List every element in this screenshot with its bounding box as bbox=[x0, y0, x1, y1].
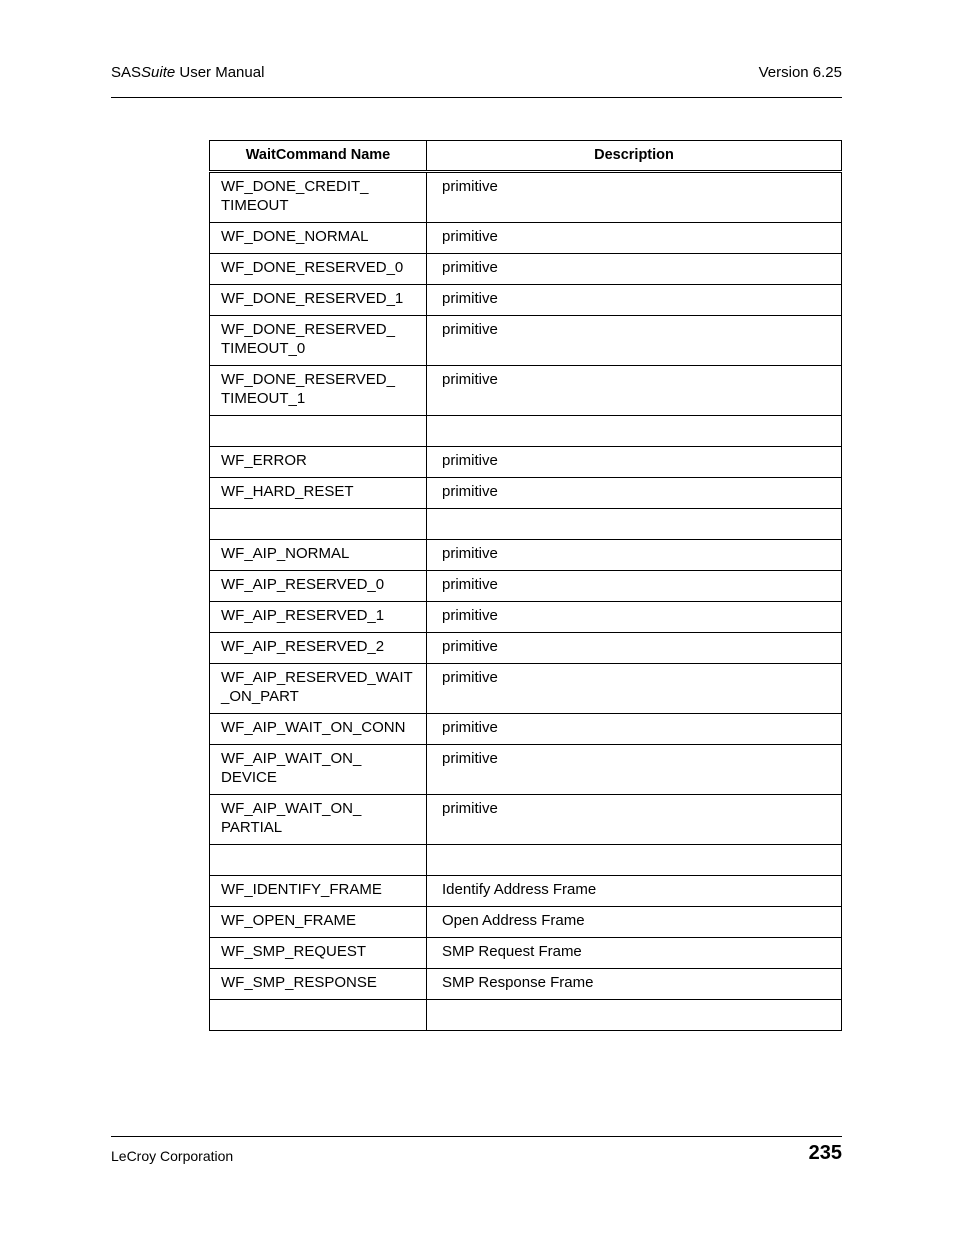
description-cell: primitive bbox=[427, 316, 842, 366]
waitcommand-name-cell bbox=[210, 845, 427, 876]
waitcommand-name-cell: WF_DONE_RESERVED_ TIMEOUT_0 bbox=[210, 316, 427, 366]
version-label: Version 6.25 bbox=[758, 64, 842, 81]
table-row bbox=[210, 540, 842, 571]
waitcommand-name-cell: WF_HARD_RESET bbox=[210, 478, 427, 509]
waitcommand-name-cell: WF_AIP_WAIT_ON_CONN bbox=[210, 714, 427, 745]
waitcommand-name-cell: WF_DONE_NORMAL bbox=[210, 223, 427, 254]
table-row bbox=[210, 845, 842, 876]
waitcommand-name-cell bbox=[210, 1000, 427, 1031]
waitcommand-name-cell: WF_DONE_RESERVED_1 bbox=[210, 285, 427, 316]
page-number: 235 bbox=[808, 1142, 842, 1164]
waitcommand-name-cell: WF_AIP_WAIT_ON_ DEVICE bbox=[210, 745, 427, 795]
waitcommand-name-cell: WF_SMP_REQUEST bbox=[210, 938, 427, 969]
table-row bbox=[210, 907, 842, 938]
table-row bbox=[210, 876, 842, 907]
table-row bbox=[210, 416, 842, 447]
description-cell: Open Address Frame bbox=[427, 907, 842, 938]
description-cell: primitive bbox=[427, 172, 842, 223]
waitcommand-name-cell: WF_ERROR bbox=[210, 447, 427, 478]
description-cell bbox=[427, 845, 842, 876]
description-cell: primitive bbox=[427, 254, 842, 285]
table-row bbox=[210, 571, 842, 602]
table-row bbox=[210, 285, 842, 316]
table-header-row bbox=[210, 141, 842, 172]
table-row bbox=[210, 366, 842, 416]
description-cell: primitive bbox=[427, 478, 842, 509]
waitcommand-name-cell: WF_AIP_NORMAL bbox=[210, 540, 427, 571]
table-row bbox=[210, 478, 842, 509]
table-row bbox=[210, 969, 842, 1000]
column-header-name: WaitCommand Name bbox=[210, 141, 427, 172]
table-row bbox=[210, 602, 842, 633]
waitcommand-name-cell bbox=[210, 416, 427, 447]
table-row bbox=[210, 938, 842, 969]
description-cell: primitive bbox=[427, 540, 842, 571]
waitcommand-name-cell: WF_IDENTIFY_FRAME bbox=[210, 876, 427, 907]
table-row bbox=[210, 223, 842, 254]
table-row bbox=[210, 795, 842, 845]
description-cell bbox=[427, 416, 842, 447]
table-row bbox=[210, 447, 842, 478]
description-cell: Identify Address Frame bbox=[427, 876, 842, 907]
description-cell: primitive bbox=[427, 714, 842, 745]
description-cell: primitive bbox=[427, 447, 842, 478]
manual-title-suffix: User Manual bbox=[175, 64, 265, 81]
description-cell: primitive bbox=[427, 664, 842, 714]
table-row bbox=[210, 316, 842, 366]
table-row bbox=[210, 509, 842, 540]
description-cell bbox=[427, 1000, 842, 1031]
table-row bbox=[210, 745, 842, 795]
description-cell: primitive bbox=[427, 795, 842, 845]
description-cell: SMP Request Frame bbox=[427, 938, 842, 969]
table-body bbox=[210, 172, 842, 1031]
waitcommand-name-cell: WF_DONE_CREDIT_ TIMEOUT bbox=[210, 172, 427, 223]
waitcommand-name-cell: WF_AIP_RESERVED_0 bbox=[210, 571, 427, 602]
description-cell: primitive bbox=[427, 633, 842, 664]
description-cell: primitive bbox=[427, 223, 842, 254]
description-cell: primitive bbox=[427, 571, 842, 602]
table-row bbox=[210, 254, 842, 285]
waitcommand-name-cell: WF_SMP_RESPONSE bbox=[210, 969, 427, 1000]
header-rule bbox=[111, 97, 842, 98]
description-cell: SMP Response Frame bbox=[427, 969, 842, 1000]
waitcommand-name-cell: WF_AIP_RESERVED_WAIT _ON_PART bbox=[210, 664, 427, 714]
footer-rule bbox=[111, 1136, 842, 1137]
description-cell bbox=[427, 509, 842, 540]
description-cell: primitive bbox=[427, 285, 842, 316]
description-cell: primitive bbox=[427, 366, 842, 416]
waitcommand-table bbox=[209, 140, 842, 1031]
column-header-description: Description bbox=[427, 141, 842, 172]
description-cell: primitive bbox=[427, 745, 842, 795]
description-cell: primitive bbox=[427, 602, 842, 633]
page-header bbox=[111, 64, 842, 84]
company-name: LeCroy Corporation bbox=[111, 1148, 234, 1164]
table-row bbox=[210, 714, 842, 745]
table-row bbox=[210, 633, 842, 664]
manual-title-italic: Suite bbox=[141, 64, 176, 81]
waitcommand-name-cell: WF_AIP_RESERVED_1 bbox=[210, 602, 427, 633]
waitcommand-name-cell: WF_AIP_WAIT_ON_ PARTIAL bbox=[210, 795, 427, 845]
table-row bbox=[210, 1000, 842, 1031]
waitcommand-name-cell: WF_AIP_RESERVED_2 bbox=[210, 633, 427, 664]
waitcommand-name-cell bbox=[210, 509, 427, 540]
waitcommand-name-cell: WF_OPEN_FRAME bbox=[210, 907, 427, 938]
manual-title bbox=[111, 64, 264, 81]
manual-title-prefix: SAS bbox=[111, 64, 142, 81]
waitcommand-name-cell: WF_DONE_RESERVED_0 bbox=[210, 254, 427, 285]
table-row bbox=[210, 664, 842, 714]
table-row bbox=[210, 172, 842, 223]
waitcommand-name-cell: WF_DONE_RESERVED_ TIMEOUT_1 bbox=[210, 366, 427, 416]
